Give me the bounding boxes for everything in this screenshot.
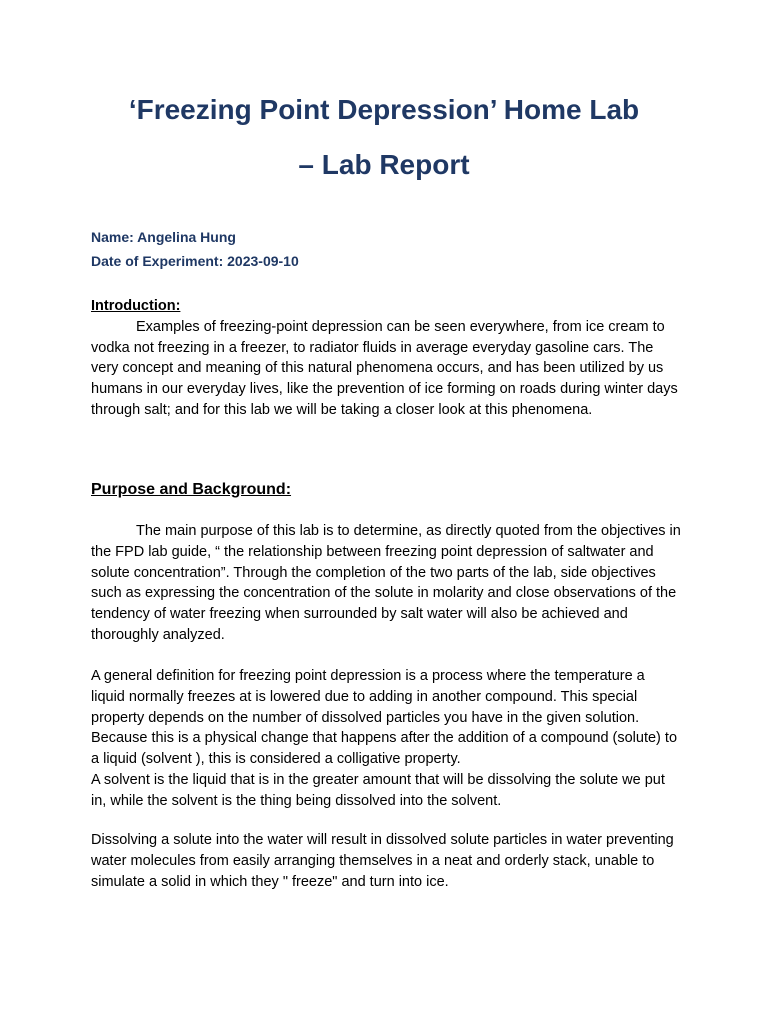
purpose-paragraph-1-section xyxy=(91,521,681,646)
purpose-paragraph-1: The main purpose of this lab is to determine, as directly quoted from the objectives in the FPD lab guide, “ the relationship between freezing point depression of saltwater and solute concentration”. Through the completion of the two parts of the lab, side objectives such as expressing the concentration of the solute in molarity and close observations of the tendency of water freezing when surrounded by salt water will also be achieved and thoroughly analyzed. xyxy=(91,523,681,643)
purpose-paragraph-3: A solvent is the liquid that is in the greater amount that will be dissolving the solute we put in, while the solvent is the thing being dissolved into the solvent. xyxy=(91,771,665,809)
purpose-paragraph-2: A general definition for freezing point depression is a process where the temperature a liquid normally freezes at is lowered due to adding in another compound. This special property depends on the number of dissolved particles you have in the given solution. Because this is a physical change that happens after the addition of a compound (solute) to a liquid (solvent ), this is considered a colligative property. xyxy=(91,668,678,768)
introduction-section xyxy=(91,296,681,421)
author-name: Name: Angelina Hung xyxy=(91,229,236,245)
definition-section xyxy=(91,666,681,812)
purpose-paragraph-4: Dissolving a solute into the water will result in dissolved solute particles in water preventing water molecules from easily arranging themselves in a neat and orderly stack, unable to simulate a solid in which they " freeze" and turn into ice. xyxy=(91,832,674,890)
experiment-date: Date of Experiment: 2023-09-10 xyxy=(91,253,299,269)
introduction-body: Examples of freezing-point depression can be seen everywhere, from ice cream to vodka not freezing in a freezer, to radiator fluids in average everyday gasoline cars. The very concept and meaning of this natural phenomena occurs, and has been utilized by us humans in our everyday lives, like the prevention of ice forming on roads during winter days through salt; and for this lab we will be taking a closer look at this phenomena. xyxy=(91,318,678,418)
introduction-heading: Introduction: xyxy=(91,298,181,314)
page-title-line-2: – Lab Report xyxy=(298,149,470,180)
dissolving-section xyxy=(91,830,681,892)
purpose-heading: Purpose and Background: xyxy=(91,481,292,498)
page-title-line-1: ‘Freezing Point Depression’ Home Lab xyxy=(128,94,640,125)
